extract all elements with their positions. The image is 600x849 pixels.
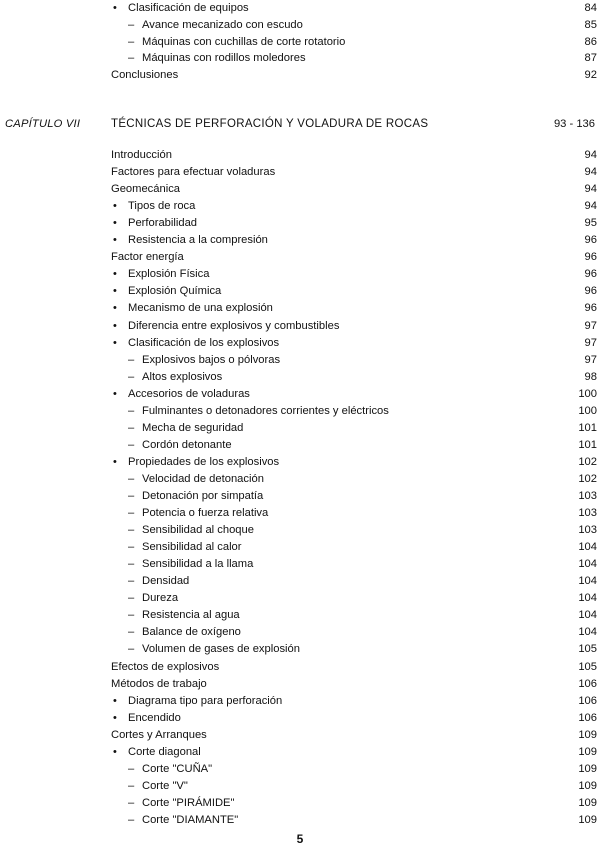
toc-entry [0, 369, 597, 385]
toc-entry-label: Potencia o fuerza relativa [142, 507, 269, 520]
dash-marker: – [128, 18, 135, 31]
toc-entry-page: 85 [584, 18, 597, 31]
toc-entry [0, 744, 597, 760]
toc-entry-page: 102 [578, 455, 597, 468]
toc-entry [0, 488, 597, 504]
toc-entry [0, 522, 597, 538]
toc-entry-page: 94 [584, 200, 597, 213]
toc-entry [0, 198, 597, 214]
toc-entry-page: 109 [578, 728, 597, 741]
toc-entry-label: Efectos de explosivos [111, 660, 220, 673]
toc-entry [0, 352, 597, 368]
toc-entry-label: Altos explosivos [142, 370, 223, 383]
toc-entry [0, 471, 597, 487]
toc-entry-label: Cordón detonante [142, 438, 232, 451]
toc-entry-page: 94 [584, 166, 597, 179]
toc-entry-page: 92 [584, 69, 597, 82]
bullet-marker: • [113, 336, 117, 349]
toc-entry-label: Explosión Física [128, 268, 210, 281]
toc-entry-page: 94 [584, 149, 597, 161]
chapter-tag: CAPÍTULO VII [5, 118, 81, 130]
toc-entry-label: Volumen de gases de explosión [142, 643, 300, 656]
toc-entry-label: Velocidad de detonación [142, 472, 264, 485]
toc-entry-label: Diferencia entre explosivos y combustibles [128, 319, 340, 332]
toc-entry-page: 96 [584, 285, 597, 298]
toc-entry [0, 386, 597, 402]
bullet-marker: • [113, 268, 117, 281]
toc-entry-page: 95 [584, 217, 597, 230]
toc-entry-page: 103 [578, 490, 597, 502]
toc-entry-label: Tipos de roca [128, 200, 196, 213]
toc-entry-label: Corte "V" [142, 779, 188, 792]
toc-entry [0, 318, 597, 334]
toc-entry [0, 539, 597, 555]
toc-entry-page: 102 [578, 472, 597, 485]
toc-entry [0, 0, 597, 16]
toc-entry-label: Métodos de trabajo [111, 677, 207, 690]
toc-entry [0, 590, 597, 606]
bullet-marker: • [113, 319, 117, 332]
bullet-marker: • [113, 694, 117, 707]
page-number: 5 [296, 832, 304, 846]
toc-entry-label: Sensibilidad a la llama [142, 558, 254, 571]
bullet-marker: • [113, 217, 117, 230]
dash-marker: – [128, 796, 135, 809]
dash-marker: – [128, 813, 135, 826]
toc-entry-label: Diagrama tipo para perforación [128, 694, 283, 707]
toc-entry-label: Sensibilidad al choque [142, 524, 254, 537]
toc-entry-label: Clasificación de equipos [128, 2, 249, 14]
toc-entry-label: Máquinas con rodillos moledores [142, 52, 306, 65]
bullet-marker: • [113, 234, 117, 247]
toc-entry-page: 96 [584, 251, 597, 264]
toc-entry-label: Resistencia al agua [142, 609, 240, 622]
dash-marker: – [128, 421, 135, 434]
toc-entry-page: 105 [578, 660, 597, 673]
toc-entry-page: 96 [584, 234, 597, 247]
toc-entry [0, 607, 597, 623]
toc-entry-label: Balance de oxígeno [142, 626, 241, 639]
bullet-marker: • [113, 711, 117, 724]
bullet-marker: • [113, 455, 117, 468]
toc-entry-label: Encendido [128, 711, 181, 724]
toc-entry-label: Resistencia a la compresión [128, 234, 268, 247]
toc-entry [0, 659, 597, 675]
dash-marker: – [128, 541, 135, 554]
toc-entry-label: Propiedades de los explosivos [128, 455, 280, 468]
toc-entry-page: 106 [578, 711, 597, 724]
bullet-marker: • [113, 200, 117, 213]
toc-entry-page: 109 [578, 762, 597, 775]
toc-entry [0, 778, 597, 794]
toc-entry-page: 104 [578, 592, 597, 605]
toc-entry [0, 812, 597, 828]
dash-marker: – [128, 35, 135, 48]
toc-entry-page: 103 [578, 524, 597, 537]
dash-marker: – [128, 592, 135, 605]
dash-marker: – [128, 779, 135, 792]
toc-entry-label: Densidad [142, 575, 190, 588]
toc-entry [0, 232, 597, 248]
toc-entry [0, 147, 597, 163]
toc-entry [0, 403, 597, 419]
toc-entry [0, 420, 597, 436]
toc-entry [0, 454, 597, 470]
toc-entry-page: 97 [584, 336, 597, 349]
toc-entry [0, 17, 597, 33]
toc-entry-label: Corte "DIAMANTE" [142, 813, 239, 826]
toc-entry-label: Accesorios de voladuras [128, 387, 250, 400]
toc-entry-page: 104 [578, 609, 597, 622]
toc-entry-page: 97 [584, 353, 597, 366]
dash-marker: – [128, 370, 135, 383]
toc-entry-page: 109 [578, 745, 597, 758]
dash-marker: – [128, 643, 135, 656]
toc-entry [0, 727, 597, 743]
toc-entry [0, 249, 597, 265]
toc-entry-page: 94 [584, 183, 597, 196]
toc-entry-label: Explosivos bajos o pólvoras [142, 353, 281, 366]
toc-entry-page: 87 [584, 52, 597, 65]
toc-entry-label: Dureza [142, 592, 179, 605]
toc-entry-page: 96 [584, 268, 597, 281]
dash-marker: – [128, 52, 135, 65]
dash-marker: – [128, 404, 135, 417]
toc-entry-page: 96 [584, 302, 597, 315]
toc-entry [0, 761, 597, 777]
toc-entry-label: Fulminantes o detonadores corrientes y eléctricos [142, 404, 389, 417]
toc-entry-page: 104 [578, 626, 597, 639]
toc-entry-label: Avance mecanizado con escudo [142, 18, 303, 31]
toc-entry [0, 573, 597, 589]
toc-entry [0, 437, 597, 453]
dash-marker: – [128, 558, 135, 571]
toc-entry [0, 50, 597, 66]
toc-entry [0, 67, 597, 83]
toc-entry [0, 795, 597, 811]
toc-entry [0, 624, 597, 640]
toc-entry [0, 676, 597, 692]
toc-entry-page: 98 [584, 370, 597, 383]
toc-entry-label: Máquinas con cuchillas de corte rotatorio [142, 35, 346, 48]
toc-entry [0, 266, 597, 282]
toc-entry-page: 86 [584, 35, 597, 48]
bullet-marker: • [113, 285, 117, 298]
bullet-marker: • [113, 302, 117, 315]
toc-entry-label: Factores para efectuar voladuras [111, 166, 276, 179]
bullet-marker: • [113, 387, 117, 400]
toc-entry-page: 101 [578, 438, 597, 451]
dash-marker: – [128, 524, 135, 537]
toc-entry-label: Introducción [111, 149, 172, 161]
toc-entry-label: Mecanismo de una explosión [128, 302, 273, 315]
toc-entry [0, 710, 597, 726]
dash-marker: – [128, 353, 135, 366]
toc-entry [0, 283, 597, 299]
toc-entry [0, 505, 597, 521]
toc-entry-label: Corte "PIRÁMIDE" [142, 796, 235, 809]
bullet-marker: • [113, 2, 117, 14]
toc-entry-page: 103 [578, 507, 597, 520]
toc-entry [0, 164, 597, 180]
toc-entry [0, 215, 597, 231]
dash-marker: – [128, 472, 135, 485]
dash-marker: – [128, 507, 135, 520]
toc-entry-page: 100 [578, 404, 597, 417]
toc-entry [0, 693, 597, 709]
toc-entry-label: Mecha de seguridad [142, 421, 244, 434]
dash-marker: – [128, 762, 135, 775]
toc-entry [0, 335, 597, 351]
dash-marker: – [128, 438, 135, 451]
toc-entry-page: 105 [578, 643, 597, 656]
toc-entry [0, 556, 597, 572]
toc-entry [0, 300, 597, 316]
toc-entry-page: 106 [578, 677, 597, 690]
dash-marker: – [128, 626, 135, 639]
toc-entry-page: 109 [578, 796, 597, 809]
toc-entry-page: 109 [578, 813, 597, 826]
toc-entry-page: 106 [578, 694, 597, 707]
toc-entry [0, 181, 597, 197]
toc-entry-page: 101 [578, 421, 597, 434]
toc-entry [0, 641, 597, 657]
toc-entry-page: 97 [584, 319, 597, 332]
toc-entry [0, 34, 597, 50]
dash-marker: – [128, 575, 135, 588]
toc-entry-label: Sensibilidad al calor [142, 541, 242, 554]
toc-entry-label: Perforabilidad [128, 217, 198, 230]
toc-entry-page: 104 [578, 541, 597, 554]
toc-entry-label: Corte diagonal [128, 745, 201, 758]
toc-entry-label: Conclusiones [111, 69, 179, 82]
toc-entry-label: Corte "CUÑA" [142, 762, 213, 775]
toc-entry-label: Cortes y Arranques [111, 728, 207, 741]
bullet-marker: • [113, 745, 117, 758]
toc-entry-page: 104 [578, 575, 597, 588]
chapter-title: TÉCNICAS DE PERFORACIÓN Y VOLADURA DE ROCAS [111, 118, 429, 130]
toc-entry-page: 84 [584, 2, 597, 14]
toc-entry-page: 104 [578, 558, 597, 571]
dash-marker: – [128, 490, 135, 502]
toc-entry-label: Geomecánica [111, 183, 181, 196]
chapter-page-range: 93 - 136 [553, 118, 595, 130]
toc-entry-page: 100 [578, 387, 597, 400]
dash-marker: – [128, 609, 135, 622]
toc-entry-page: 109 [578, 779, 597, 792]
toc-entry-label: Clasificación de los explosivos [128, 336, 280, 349]
toc-entry-label: Explosión Química [128, 285, 222, 298]
toc-entry-label: Detonación por simpatía [142, 490, 264, 502]
toc-entry-label: Factor energía [111, 251, 184, 264]
